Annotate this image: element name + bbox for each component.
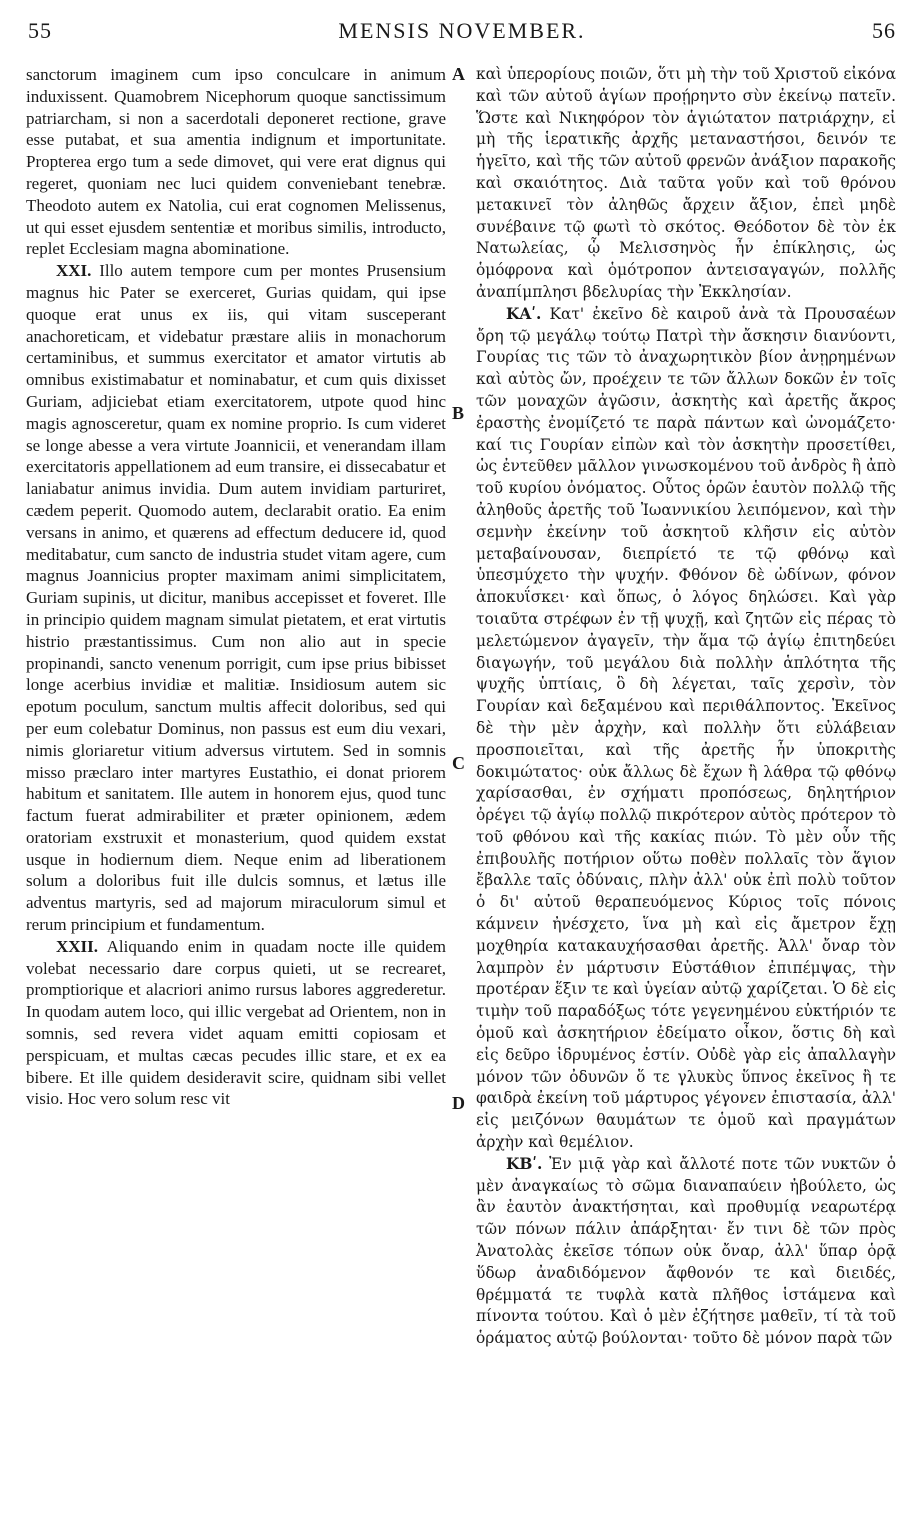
section-number: XXI. — [56, 261, 92, 281]
greek-paragraph: καὶ ὑπερορίους ποιῶν, ὅτι μὴ τὴν τοῦ Χριστοῦ εἰκόνα καὶ τῶν αὐτοῦ ἁγίων προῄρηντο σὺν ἐκείνῳ πατεῖν. Ὥστε καὶ Νικηφόρον τὸν ἁγιώτατον πατριάρχην, εἰ μὴ τῆς ἱερατικῆς ἀρχῆς μεταναστήσοι, δεινόν τε ἡγεῖτο, καὶ τῆς τῶν αὐτοῦ φρενῶν ἀνάξιον παρακοῆς καὶ σκαιότητος. Διὰ ταῦτα γοῦν καὶ τοῦ θρόνου μετακινεῖ τὸν ἀληθῶς ἄρχειν ἄξιον, ἐπεὶ μηδὲ συνέβαινε τῷ φωτὶ τὸ σκότος. Θεόδοτον δὲ τὸν ἐκ Νατωλείας, ᾧ Μελισσηνὸς ἦν ἐπίκλησις, ὡς ὁμόφρονα καὶ ὁμότροπον ἀντεισαγαγών, πολλῆς ἀναπίμπλησι βδελυρίας τὴν Ἐκκλησίαν. — [476, 65, 896, 301]
latin-paragraph: sanctorum imaginem cum ipso conculcare in animum induxissent. Quamobrem Nicephorum quoque sanctissimum patriarcham, si non a sacerdotali deponeret rectione, grave esse putabat, et sua amentia indignum et importunitate. Propterea ergo tum a sede dimovet, qui vere erat dignus qui regeret, quoniam nec luci quidem conveniebant tenebræ. Theodoto autem ex Natolia, cui erat cognomen Melissenus, ut qui esset ejusdem sententiæ et moribus similis, introducto, replet Ecclesiam magna abominatione. — [26, 65, 446, 259]
section-number: ΚΒʹ. — [506, 1154, 543, 1173]
page-number-left: 55 — [28, 18, 52, 43]
latin-column — [26, 64, 446, 1110]
section-number: XXII. — [56, 936, 99, 956]
margin-marker: C — [452, 753, 465, 773]
greek-paragraph — [476, 1154, 896, 1350]
latin-paragraph — [26, 936, 446, 1110]
margin-marker: A — [452, 64, 465, 84]
page-number-right: 56 — [872, 18, 896, 43]
greek-paragraph-text: Ἐν μιᾷ γὰρ καὶ ἄλλοτέ ποτε τῶν νυκτῶν ὁ μὲν ἀναγκαίως τὸ σῶμα διαναπαύειν ἠβούλετο, ὡς ἂν ἑαυτὸν ἀνακτήσηται, καὶ προθυμίᾳ νεαρωτέρᾳ τῶν πόνων πάλιν ἀπάρξηται· ἔν τινι δὲ τῶν πρὸς Ἀνατολὰς ἐκεῖσε τόπων οὐκ ὄναρ, ἀλλ' ὕπαρ ὁρᾷ ὕδωρ ἀναδιδόμενον ἄφθονόν τε καὶ διειδές, θρέμματά τε τυφλὰ κατὰ πλῆθος ἱστάμενα καὶ πίνοντα τούτου. Καὶ ὁ μὲν ἐζήτησε μαθεῖν, τί τὰ τοῦ ὁράματος αὐτῷ βούλονται· τοῦτο δὲ μόνον παρὰ τῶν — [476, 1154, 896, 1348]
greek-column — [476, 64, 896, 1350]
margin-marker: D — [452, 1093, 465, 1113]
greek-paragraph — [476, 304, 896, 1154]
running-title: MENSIS NOVEMBER. — [338, 18, 586, 43]
running-header — [28, 18, 896, 48]
latin-paragraph-text: Illo autem tempore cum per montes Prusensium magnus hic Pater se exerceret, Gurias quidam, qui ipse quoque erat unus ex iis, qui vitam susceperant anachoreticam, et videbatur præstare aliis in monachorum certaminibus, et summus exercitator et amator virtutis ab omnibus existimabatur et nominabatur, et cum quis dixisset Guriam, adjiciebat etiam exercitatorem, utpote quod hinc magis agnosceretur, quam ex nomine proprio. Is cum videret se longe abesse a vera virtute Joannicii, et venerandam illam exercitatoris appellationem ad eum transire, ei dissecabatur et laniabatur animus invidia. Dum autem invidiam parturiret, cædem peperit. Quomodo autem, declarabit oratio. Ea enim versans in animo, et quærens ad effectum deducere id, quod meditabatur, cum sancto de industria studet vitam agere, cum magnus Joannicius propter maximam animi simplicitatem, Guriam supinis, ut dicitur, manibus accepisset et foveret. Ille in principio quidem magnam simulat pietatem, et erat virtutis histrio præstantissimus. Cum non alio aut in specie propinandi, sancto venenum porrigit, cum ipse prius bibisset longe acerbius invidiæ et malitiæ. Insidiosum autem sic epotum poculum, sanctum multis affecit doloribus, sed qui per eum colebatur Dominus, non passus est eum diu vexari, nimis gloriaretur vitium adversus virtutem. Sed in somnis misso præclaro inter martyres Eustathio, ei donat priorem habitum et sanitatem. Ille autem in honorem ejus, quod tunc factum fuerat admirabiliter et præter opinionem, ædem oratoriam exstruxit et monasterium, quod quidem exstat usque in hodiernum diem. Neque enim ad liberationem solum a doloribus fuit ille dulcis somnus, et lætus ille adventus martyris, sed ad majorum miraculorum simul et rerum principium et fundamentum. — [26, 261, 447, 935]
latin-paragraph-text: Aliquando enim in quadam nocte ille quidem volebat necessario dare corpus quieti, ut se recrearet, promptiorique et alacriori animo rursus labores aggrederetur. In quodam autem loco, qui illic vergebat ad Orientem, non in somnis, sed revera videt aquam emitti copiosam et perspicuam, et multas cæcas pecudes illic stare, et ex ea bibere. Et ille quidem desideravit scire, quidnam sibi vellet visio. Hoc vero solum resc vit — [26, 936, 446, 1109]
greek-paragraph-text: Κατ' ἐκεῖνο δὲ καιροῦ ἀνὰ τὰ Προυσαέων ὄρη τῷ μεγάλῳ τούτῳ Πατρὶ τὴν ἄσκησιν διανύοντι, Γουρίας τις τῶν τὸ ἀναχωρητικὸν βίον ἀνῃρημένων καὶ αὐτὸς ὤν, προέχειν τε τῶν ἄλλων δοκῶν ἐν τοῖς τῶν μοναχῶν ἀγῶσιν, ἀσκητὴς καὶ ἀρετῆς ἄκρος ἐραστὴς ἐνομίζετό τε παρὰ πάντων καὶ ὠνομάζετο· καί τις Γουρίαν εἰπὼν καὶ τὸν ἀσκητὴν προσετίθει, ὡς ἐντεῦθεν μᾶλλον γινωσκομένου τοῦ ἀνδρὸς ἢ ἀπὸ τοῦ κυρίου ὀνόματος. Οὗτος ὁρῶν ἑαυτὸν πολλῷ τῆς ἀληθοῦς ἀρετῆς τοῦ Ἰωαννικίου λειπόμενον, καὶ τὴν σεμνὴν ἐκείνην τοῦ ἀσκητοῦ κλῆσιν εἰς αὐτὸν μεταβαίνουσαν, διεπρίετό τε τῷ φθόνῳ καὶ ὑπεσμύχετο τὴν ψυχήν. Φθόνον δὲ ὠδίνων, φόνον ἀποκυΐσκει· καὶ ὅπως, ὁ λόγος δηλώσει. Καὶ γὰρ τοιαῦτα στρέφων ἐν τῇ ψυχῇ, καὶ ζητῶν εἰς πέρας τὸ μελετώμενον ἀγαγεῖν, τὴν ἅμα τῷ ἁγίῳ ἐπιτηδεύει διαγωγήν, τοῦ μεγάλου διὰ πολλὴν ἁπλότητα τῆς ψυχῆς ὑπτίαις, ὃ δὴ λέγεται, ταῖς χερσὶν, τὸν Γουρίαν καὶ δεξαμένου καὶ περιθάλποντος. Ἐκεῖνος δὲ τὴν μὲν ἀρχὴν, καὶ πολλὴν ὅτι εὐλάβειαν προσποιεῖται, καὶ τῆς ἀρετῆς ἦν ὑποκριτὴς δοκιμώτατος· οὐκ ἄλλως δὲ ἔχων ἢ λάθρα τῷ φθόνῳ χαρίσασθαι, ἐν σχήματι προπόσεως, δηλητήριον ὀρέγει τῷ ἁγίῳ πολλῷ πικρότερον αὐτὸς πρότερον τὸ τοῦ φθόνου καὶ τῆς κακίας πιών. Τὸ μὲν οὖν τῆς ἐπιβουλῆς ποτήριον οὕτω ποθὲν πολλαῖς τὸν ἅγιον ἔβαλλε ταῖς ὀδύναις, πλὴν ἀλλ' οὐκ ἐπὶ πολὺ τοῦτον ὁ δι' αὐτοῦ θεραπευόμενος Κύριος τοῖς πόνοις κάμνειν ἠνέσχετο, ἵνα μὴ καὶ εἰς ἄμετρον ἔχῃ μοχθηρία κατακαυχήσασθαι ἀρετῆς. Ἀλλ' ὄναρ τὸν λαμπρὸν ἐν μάρτυσιν Εὐστάθιον ἐπιπέμψας, τὴν προτέραν ἕξιν τε καὶ ὑγείαν αὐτῷ χαρίζεται. Ὁ δὲ εἰς τιμὴν τοῦ παραδόξως τότε γεγενημένου εὐκτήριόν τε ὁμοῦ καὶ ἀσκητήριον ἐδείματο οἶκον, ὅστις δὴ καὶ εἰς δεῦρο ἱδρυμένος ἐστίν. Οὐδὲ γὰρ εἰς ἀπαλλαγὴν μόνον τῶν ὀδυνῶν ὅ τε γλυκὺς ὕπνος ἐκεῖνος ἢ τε φαιδρὰ ἐκείνη τοῦ μάρτυρος γέγονεν ἐπιστασία, ἀλλ' εἰς μειζόνων θαυμάτων τε ὁμοῦ καὶ πραγμάτων ἀρχὴν καὶ θεμέλιον. — [476, 304, 896, 1152]
latin-paragraph — [26, 260, 446, 936]
section-number: ΚΑʹ. — [506, 304, 542, 323]
margin-marker: B — [452, 403, 465, 423]
